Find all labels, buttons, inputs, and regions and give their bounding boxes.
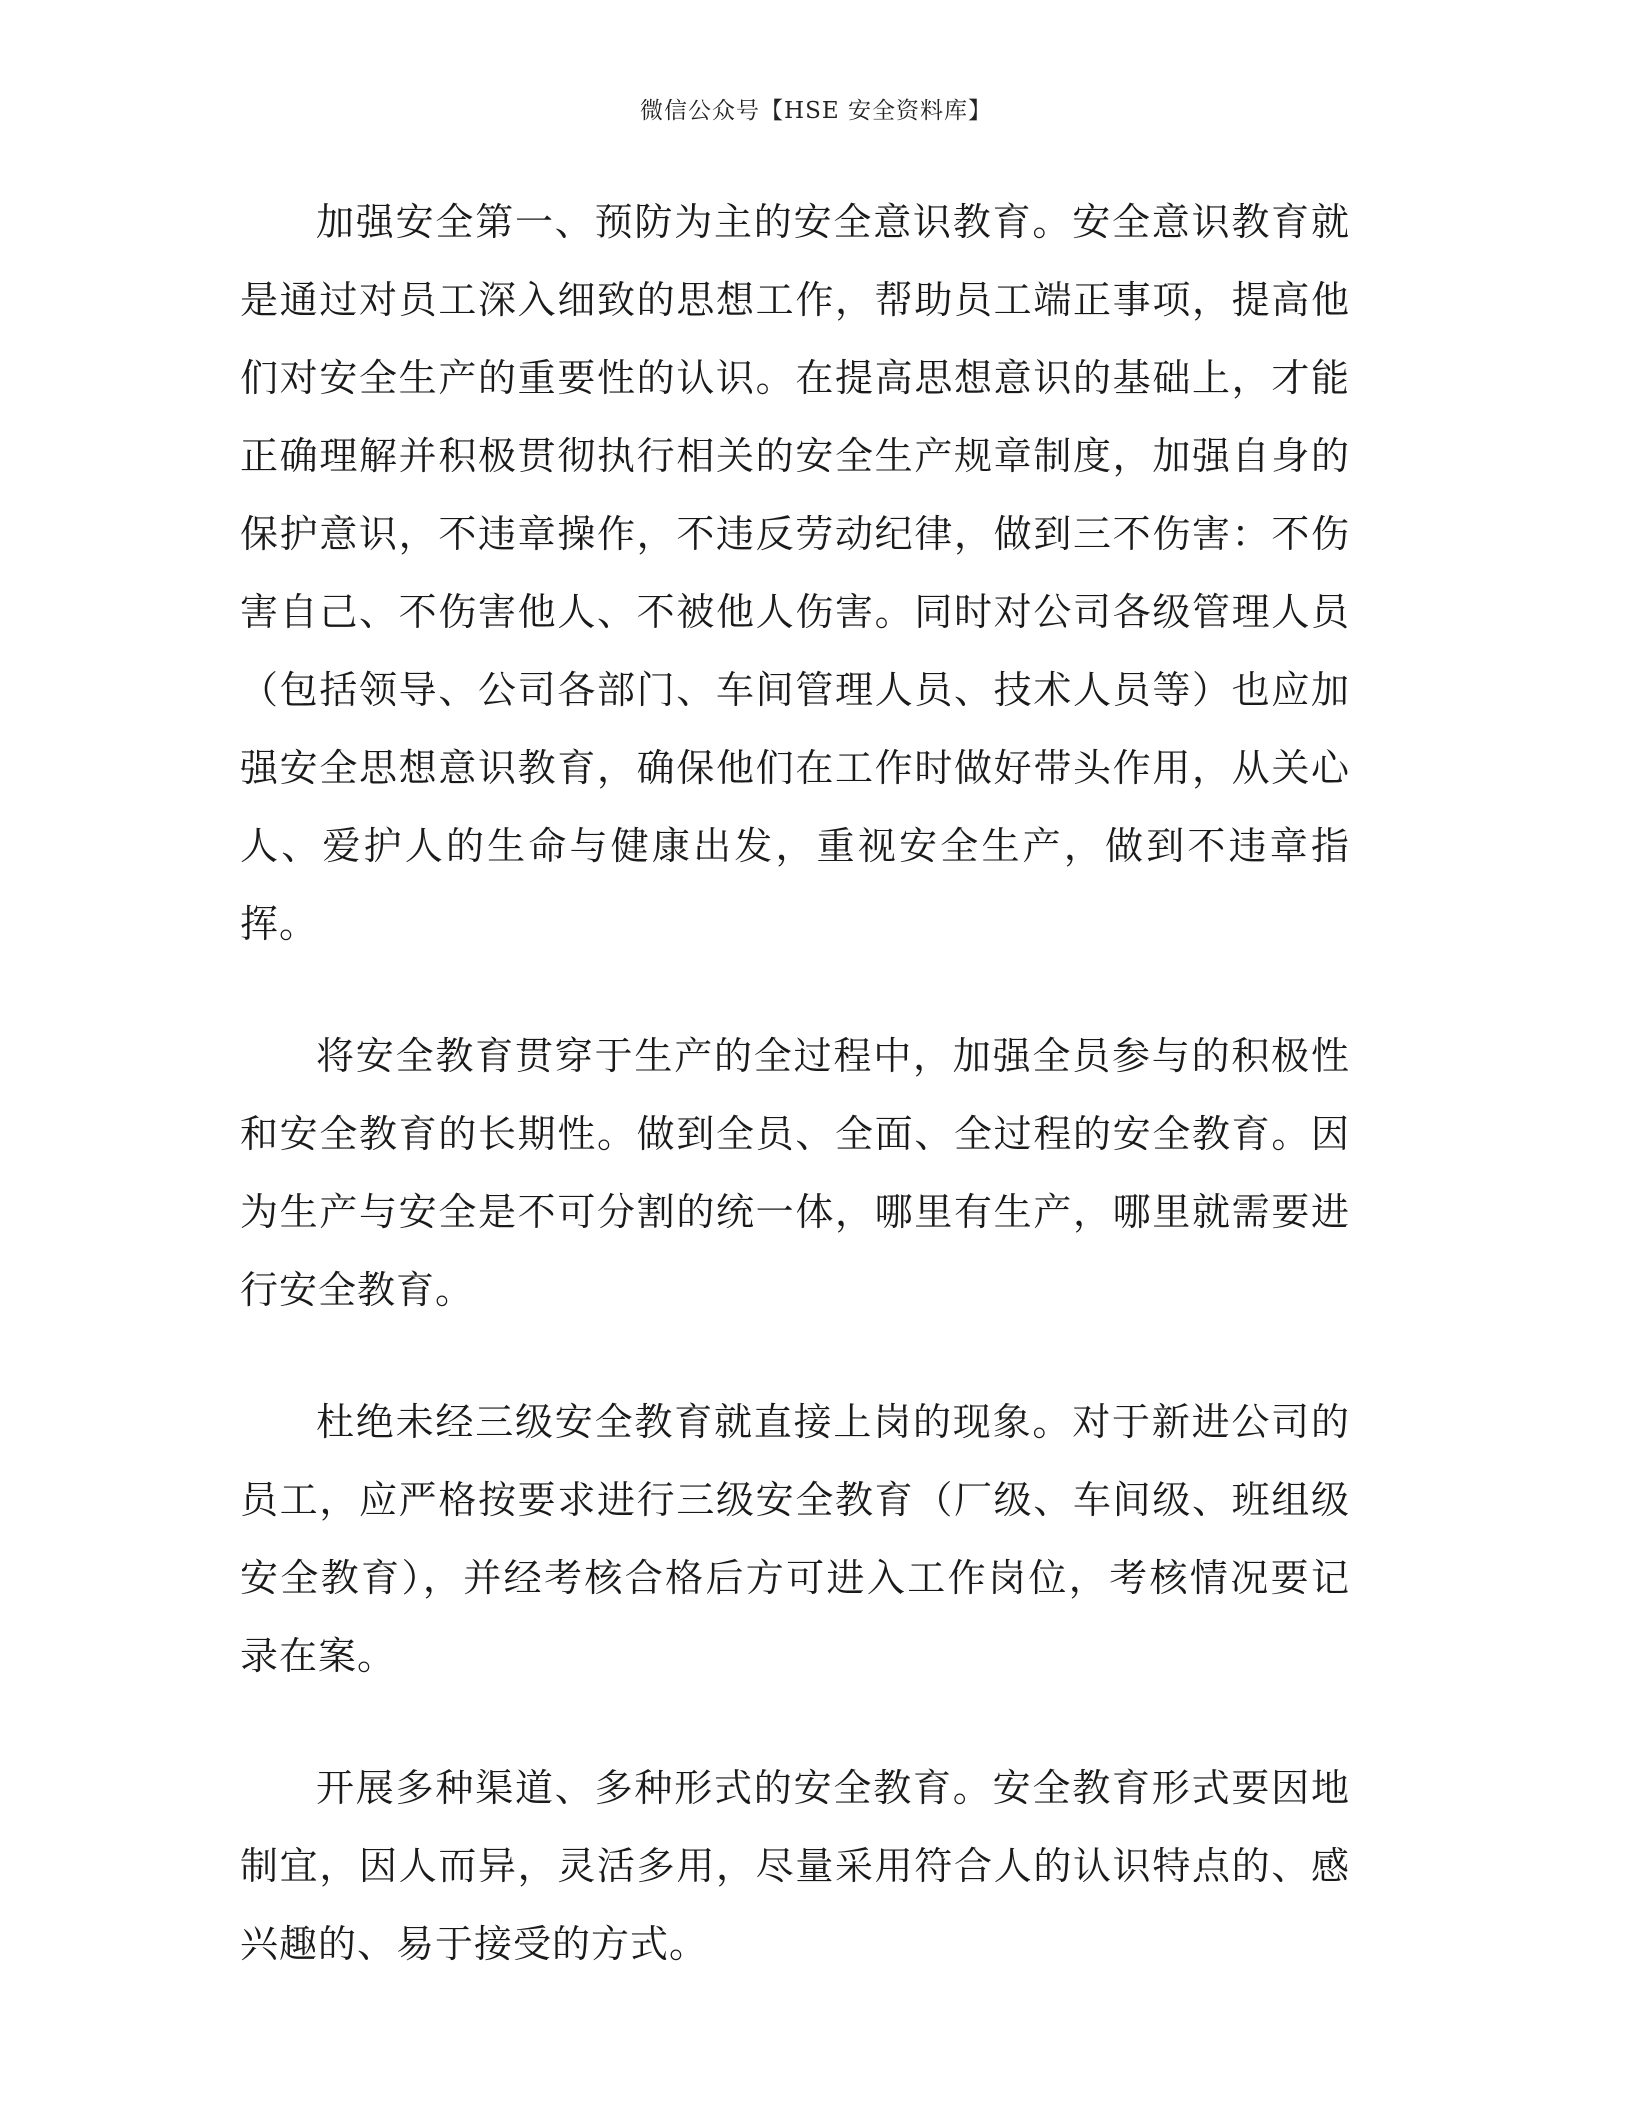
- page-header: 微信公众号【HSE 安全资料库】: [640, 98, 992, 124]
- paragraph-whole-process: 将安全教育贯穿于生产的全过程中，加强全员参与的积极性和安全教育的长期性。做到全员、全面、全过程的安全教育。因为生产与安全是不可分割的统一体，哪里有生产，哪里就需要进行安全教育。: [240, 1034, 1350, 1312]
- paragraph-multiple-forms: 开展多种渠道、多种形式的安全教育。安全教育形式要因地制宜，因人而异，灵活多用，尽量采用符合人的认识特点的、感兴趣的、易于接受的方式。: [240, 1766, 1350, 1966]
- paragraph-three-level-education: 杜绝未经三级安全教育就直接上岗的现象。对于新进公司的员工，应严格按要求进行三级安全教育（厂级、车间级、班组级安全教育），并经考核合格后方可进入工作岗位，考核情况要记录在案。: [240, 1400, 1350, 1678]
- paragraph-safety-awareness: 加强安全第一、预防为主的安全意识教育。安全意识教育就是通过对员工深入细致的思想工作，帮助员工端正事项，提高他们对安全生产的重要性的认识。在提高思想意识的基础上，才能正确理解并积极贯彻执行相关的安全生产规章制度，加强自身的保护意识，不违章操作，不违反劳动纪律，做到三不伤害：不伤害自己、不伤害他人、不被他人伤害。同时对公司各级管理人员（包括领导、公司各部门、车间管理人员、技术人员等）也应加强安全思想意识教育，确保他们在工作时做好带头作用，从关心人、爱护人的生命与健康出发，重视安全生产，做到不违章指挥。: [240, 200, 1350, 946]
- document-body: [240, 183, 1350, 2037]
